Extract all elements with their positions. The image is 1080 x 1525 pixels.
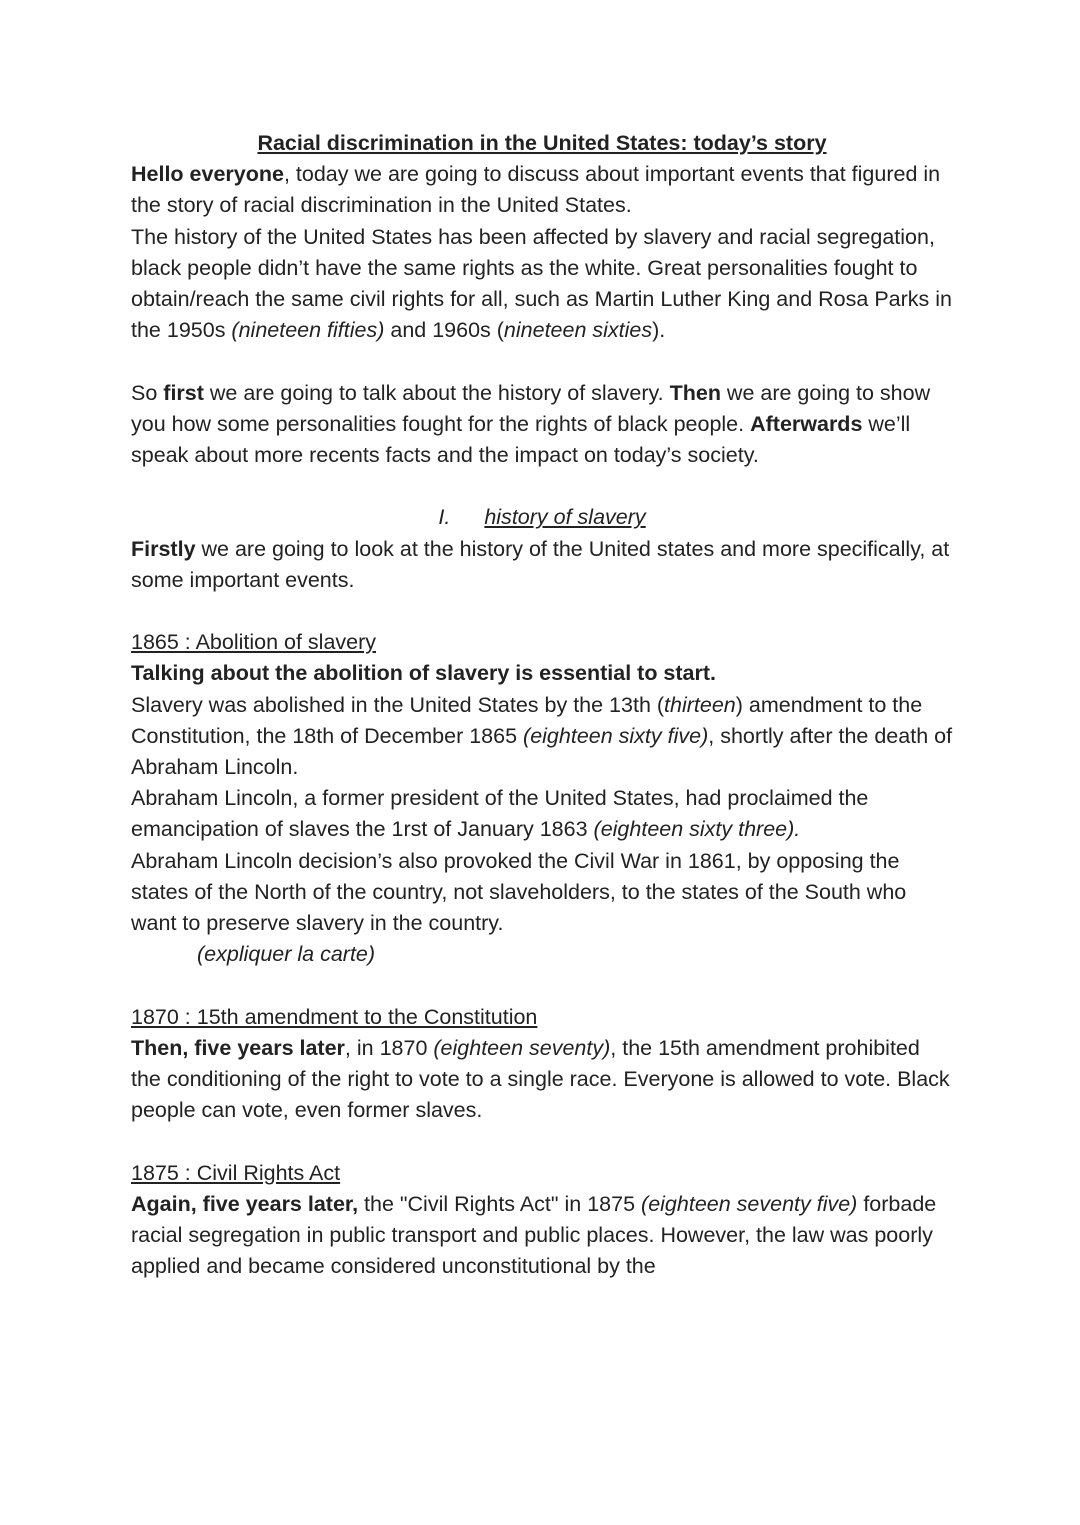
spacer bbox=[131, 471, 953, 502]
context-paragraph: The history of the United States has been affected by slavery and racial segregation, black people didn’t have the same rights as the white. Great personalities fought to obtain/reach the same civil rights for all, such as Martin Luther King and Rosa Parks in the 1950s (nineteen fifties) and 1960s (nineteen sixties). bbox=[131, 224, 952, 343]
map-note: (expliquer la carte) bbox=[197, 942, 376, 967]
spacer bbox=[131, 970, 953, 1001]
spacer bbox=[131, 596, 953, 627]
paragraph-1875: Again, five years later, the "Civil Rights Act" in 1875 (eighteen seventy five) forbade racial segregation in public transport and public places. However, the law was poorly applied and became considered unconstitutional by the bbox=[131, 1191, 937, 1279]
paragraph-lincoln: Abraham Lincoln, a former president of the United States, had proclaimed the emancipation of slaves the 1rst of January 1863 (eighteen sixty three). bbox=[131, 786, 869, 842]
paragraph-1870: Then, five years later, in 1870 (eighteen seventy), the 15th amendment prohibited the conditioning of the right to vote to a single race. Everyone is allowed to vote. Black people can vote, even former slaves. bbox=[131, 1035, 950, 1123]
section-number: I. bbox=[438, 505, 451, 530]
section-intro-paragraph: Firstly we are going to look at the history of the United states and more specifically, at some important events. bbox=[131, 536, 950, 592]
intro-bold: Hello everyone bbox=[131, 162, 284, 187]
subheading-1865: 1865 : Abolition of slavery bbox=[131, 630, 377, 655]
spacer bbox=[131, 1126, 953, 1157]
intro-paragraph: Hello everyone, today we are going to discuss about important events that figured in the story of racial discrimination in the United States. bbox=[131, 162, 941, 218]
spacer bbox=[131, 346, 953, 377]
paragraph-civil-war: Abraham Lincoln decision’s also provoked the Civil War in 1861, by opposing the states of the North of the country, not slaveholders, to the states of the South who want to preserve slavery in the country. bbox=[131, 848, 907, 936]
subheading-1870: 1870 : 15th amendment to the Constitution bbox=[131, 1004, 538, 1029]
section-title: history of slavery bbox=[484, 505, 646, 530]
plan-paragraph: So first we are going to talk about the history of slavery. Then we are going to show you how some personalities fought for the rights of black people. Afterwards we’ll speak about more recents facts and the impact on today’s society. bbox=[131, 380, 931, 468]
lead-sentence-1865: Talking about the abolition of slavery is essential to start. bbox=[131, 661, 717, 686]
document-body bbox=[131, 128, 953, 1282]
paragraph-1865: Slavery was abolished in the United States by the 13th (thirteen) amendment to the Constitution, the 18th of December 1865 (eighteen sixty five), shortly after the death of Abraham Lincoln. bbox=[131, 692, 953, 780]
document-title: Racial discrimination in the United States: today’s story bbox=[257, 131, 827, 155]
subheading-1875: 1875 : Civil Rights Act bbox=[131, 1160, 341, 1185]
section-heading bbox=[131, 502, 953, 533]
